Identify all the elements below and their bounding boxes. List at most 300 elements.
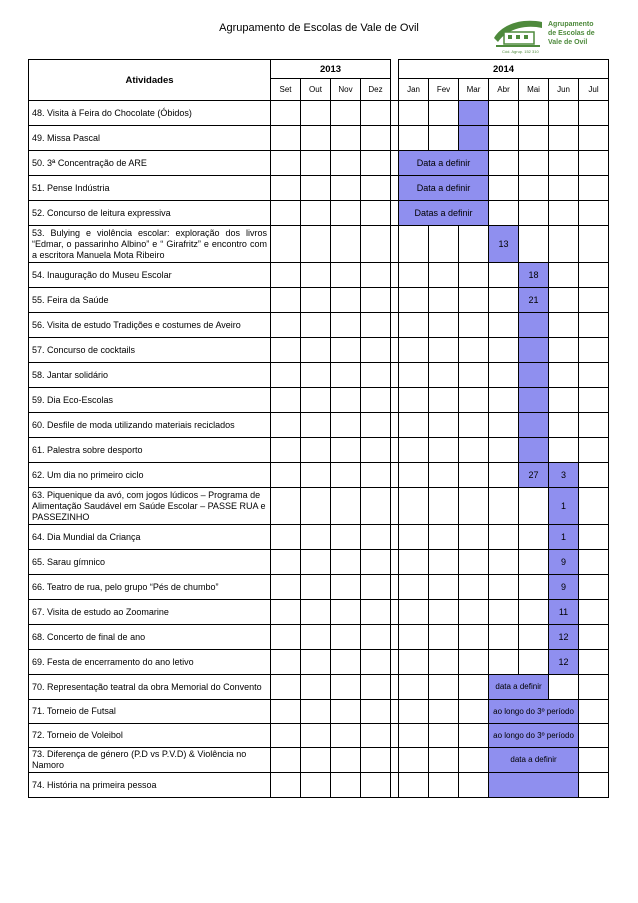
activity-label: 72. Torneio de Voleibol	[29, 724, 271, 748]
empty-cell	[331, 176, 361, 201]
empty-shade-cell	[489, 773, 579, 798]
empty-cell	[301, 748, 331, 773]
empty-cell	[361, 338, 391, 363]
activity-label: 55. Feira da Saúde	[29, 288, 271, 313]
date-span-cell: Data a definir	[399, 151, 489, 176]
empty-cell	[301, 700, 331, 724]
activity-label: 69. Festa de encerramento do ano letivo	[29, 650, 271, 675]
empty-cell	[489, 575, 519, 600]
date-cell-jun: 12	[549, 625, 579, 650]
year-gap-cell	[391, 413, 399, 438]
month-header-mar: Mar	[459, 79, 489, 101]
empty-cell	[399, 625, 429, 650]
empty-cell	[489, 176, 519, 201]
date-span-cell: ao longo do 3º período	[489, 724, 579, 748]
table-row	[29, 675, 609, 700]
year-gap-cell	[391, 625, 399, 650]
empty-cell	[519, 151, 549, 176]
empty-cell	[331, 650, 361, 675]
year-gap-cell	[391, 700, 399, 724]
page-title: Agrupamento de Escolas de Vale de Ovil	[219, 22, 419, 34]
empty-cell	[271, 338, 301, 363]
empty-cell	[301, 313, 331, 338]
empty-cell	[489, 313, 519, 338]
empty-cell	[429, 600, 459, 625]
empty-cell	[519, 525, 549, 550]
empty-cell	[361, 438, 391, 463]
empty-cell	[579, 650, 609, 675]
empty-cell	[489, 201, 519, 226]
empty-cell	[271, 773, 301, 798]
empty-cell	[579, 101, 609, 126]
empty-cell	[331, 151, 361, 176]
empty-cell	[429, 126, 459, 151]
table-row	[29, 748, 609, 773]
table-row	[29, 488, 609, 525]
empty-cell	[459, 724, 489, 748]
empty-cell	[549, 126, 579, 151]
empty-cell	[459, 625, 489, 650]
empty-cell	[331, 288, 361, 313]
empty-cell	[429, 575, 459, 600]
empty-cell	[519, 488, 549, 525]
activity-label: 51. Pense Indústria	[29, 176, 271, 201]
date-cell-abr: 13	[489, 226, 519, 263]
empty-cell	[459, 313, 489, 338]
table-row	[29, 625, 609, 650]
empty-cell	[459, 226, 489, 263]
empty-cell	[489, 388, 519, 413]
month-shade-cell	[519, 338, 549, 363]
empty-cell	[459, 600, 489, 625]
empty-cell	[579, 388, 609, 413]
date-span-cell: ao longo do 3º período	[489, 700, 579, 724]
empty-cell	[361, 600, 391, 625]
empty-cell	[459, 388, 489, 413]
empty-cell	[399, 773, 429, 798]
empty-cell	[489, 488, 519, 525]
empty-cell	[301, 463, 331, 488]
empty-cell	[399, 263, 429, 288]
empty-cell	[459, 773, 489, 798]
empty-cell	[429, 313, 459, 338]
year-gap-cell	[391, 463, 399, 488]
empty-cell	[271, 675, 301, 700]
logo-line-1: Agrupamento	[548, 21, 594, 28]
year-gap-cell	[391, 575, 399, 600]
activity-label: 52. Concurso de leitura expressiva	[29, 201, 271, 226]
empty-cell	[429, 700, 459, 724]
empty-cell	[399, 525, 429, 550]
empty-cell	[399, 488, 429, 525]
empty-cell	[429, 550, 459, 575]
empty-cell	[331, 550, 361, 575]
empty-cell	[489, 413, 519, 438]
empty-cell	[399, 675, 429, 700]
table-row	[29, 101, 609, 126]
table-row	[29, 575, 609, 600]
empty-cell	[429, 650, 459, 675]
empty-cell	[361, 201, 391, 226]
empty-cell	[429, 625, 459, 650]
empty-cell	[399, 101, 429, 126]
empty-cell	[301, 413, 331, 438]
empty-cell	[361, 463, 391, 488]
empty-cell	[331, 463, 361, 488]
empty-cell	[579, 525, 609, 550]
empty-cell	[361, 650, 391, 675]
empty-cell	[549, 201, 579, 226]
empty-cell	[519, 575, 549, 600]
empty-cell	[271, 488, 301, 525]
empty-cell	[549, 388, 579, 413]
month-header-abr: Abr	[489, 79, 519, 101]
empty-cell	[459, 748, 489, 773]
year-gap-cell	[391, 363, 399, 388]
table-row	[29, 413, 609, 438]
month-shade-cell	[519, 438, 549, 463]
activity-label: 50. 3ª Concentração de ARE	[29, 151, 271, 176]
year-gap-cell	[391, 338, 399, 363]
empty-cell	[429, 675, 459, 700]
empty-cell	[489, 600, 519, 625]
activity-label: 48. Visita à Feira do Chocolate (Óbidos)	[29, 101, 271, 126]
empty-cell	[579, 313, 609, 338]
month-shade-cell	[519, 313, 549, 338]
empty-cell	[271, 724, 301, 748]
empty-cell	[361, 724, 391, 748]
empty-cell	[549, 226, 579, 263]
empty-cell	[429, 388, 459, 413]
month-gap	[391, 79, 399, 101]
empty-cell	[301, 151, 331, 176]
empty-cell	[459, 263, 489, 288]
table-row	[29, 151, 609, 176]
empty-cell	[361, 176, 391, 201]
empty-cell	[301, 288, 331, 313]
empty-cell	[301, 650, 331, 675]
empty-cell	[579, 438, 609, 463]
activity-label: 64. Dia Mundial da Criança	[29, 525, 271, 550]
empty-cell	[579, 126, 609, 151]
month-header-jun: Jun	[549, 79, 579, 101]
empty-cell	[331, 625, 361, 650]
activity-label: 68. Concerto de final de ano	[29, 625, 271, 650]
logo-line-2: de Escolas de	[548, 30, 595, 37]
empty-cell	[579, 575, 609, 600]
empty-cell	[549, 338, 579, 363]
empty-cell	[459, 463, 489, 488]
empty-cell	[579, 463, 609, 488]
empty-cell	[459, 488, 489, 525]
empty-cell	[301, 101, 331, 126]
activity-label: 56. Visita de estudo Tradições e costumes de Aveiro	[29, 313, 271, 338]
activity-label: 70. Representação teatral da obra Memorial do Convento	[29, 675, 271, 700]
empty-cell	[361, 388, 391, 413]
activity-label: 58. Jantar solidário	[29, 363, 271, 388]
year-gap-cell	[391, 600, 399, 625]
empty-cell	[489, 126, 519, 151]
date-span-cell: data a definir	[489, 748, 579, 773]
month-shade-cell	[519, 413, 549, 438]
empty-cell	[361, 413, 391, 438]
empty-cell	[399, 600, 429, 625]
empty-cell	[271, 463, 301, 488]
empty-cell	[399, 338, 429, 363]
empty-cell	[579, 201, 609, 226]
empty-cell	[301, 675, 331, 700]
empty-cell	[301, 263, 331, 288]
activity-label: 53. Bulying e violência escolar: exploração dos livros “Edmar, o passarinho Albino” e “ Girafritz” e encontro com a escritora Manuela Mota Ribeiro	[29, 226, 271, 263]
table-row	[29, 773, 609, 798]
table-row	[29, 363, 609, 388]
empty-cell	[399, 748, 429, 773]
empty-cell	[361, 226, 391, 263]
empty-cell	[489, 288, 519, 313]
empty-cell	[331, 525, 361, 550]
empty-cell	[429, 413, 459, 438]
empty-cell	[301, 201, 331, 226]
empty-cell	[549, 313, 579, 338]
empty-cell	[519, 550, 549, 575]
empty-cell	[271, 101, 301, 126]
empty-cell	[271, 176, 301, 201]
table-row	[29, 226, 609, 263]
empty-cell	[399, 226, 429, 263]
empty-cell	[579, 625, 609, 650]
activity-label: 59. Dia Eco-Escolas	[29, 388, 271, 413]
empty-cell	[429, 263, 459, 288]
empty-cell	[489, 625, 519, 650]
empty-cell	[429, 488, 459, 525]
empty-cell	[459, 575, 489, 600]
activity-label: 62. Um dia no primeiro ciclo	[29, 463, 271, 488]
empty-cell	[301, 388, 331, 413]
empty-cell	[489, 650, 519, 675]
empty-cell	[519, 600, 549, 625]
empty-cell	[489, 550, 519, 575]
empty-cell	[271, 748, 301, 773]
empty-cell	[519, 226, 549, 263]
empty-cell	[271, 388, 301, 413]
empty-cell	[301, 126, 331, 151]
table-row	[29, 388, 609, 413]
activity-label: 57. Concurso de cocktails	[29, 338, 271, 363]
school-logo	[492, 14, 602, 54]
empty-cell	[331, 388, 361, 413]
month-shade-cell	[519, 363, 549, 388]
empty-cell	[549, 675, 579, 700]
empty-cell	[429, 363, 459, 388]
empty-cell	[331, 575, 361, 600]
table-row	[29, 201, 609, 226]
year-gap-cell	[391, 263, 399, 288]
empty-cell	[399, 700, 429, 724]
year-2013-header: 2013	[271, 60, 391, 79]
empty-cell	[331, 600, 361, 625]
date-cell-jun: 9	[549, 575, 579, 600]
empty-cell	[271, 363, 301, 388]
empty-cell	[579, 488, 609, 525]
empty-cell	[579, 748, 609, 773]
empty-cell	[301, 575, 331, 600]
empty-cell	[549, 151, 579, 176]
empty-cell	[271, 700, 301, 724]
month-header-fev: Fev	[429, 79, 459, 101]
empty-cell	[271, 625, 301, 650]
empty-cell	[579, 600, 609, 625]
empty-cell	[579, 773, 609, 798]
table-row	[29, 700, 609, 724]
empty-cell	[331, 226, 361, 263]
empty-cell	[361, 625, 391, 650]
empty-cell	[429, 288, 459, 313]
year-gap-cell	[391, 201, 399, 226]
empty-cell	[301, 724, 331, 748]
table-row	[29, 176, 609, 201]
empty-cell	[549, 288, 579, 313]
empty-cell	[331, 101, 361, 126]
year-gap-cell	[391, 288, 399, 313]
empty-cell	[301, 550, 331, 575]
activity-label: 60. Desfile de moda utilizando materiais reciclados	[29, 413, 271, 438]
empty-cell	[361, 288, 391, 313]
empty-cell	[271, 288, 301, 313]
empty-cell	[549, 413, 579, 438]
table-row	[29, 313, 609, 338]
empty-cell	[399, 650, 429, 675]
empty-cell	[271, 438, 301, 463]
empty-cell	[301, 525, 331, 550]
month-header-dez: Dez	[361, 79, 391, 101]
empty-cell	[429, 773, 459, 798]
empty-cell	[549, 363, 579, 388]
empty-cell	[429, 226, 459, 263]
month-shade-cell	[519, 388, 549, 413]
year-gap-cell	[391, 176, 399, 201]
year-gap-cell	[391, 550, 399, 575]
empty-cell	[399, 313, 429, 338]
year-gap-cell	[391, 773, 399, 798]
empty-cell	[519, 101, 549, 126]
empty-cell	[549, 438, 579, 463]
empty-cell	[271, 600, 301, 625]
table-row	[29, 525, 609, 550]
empty-cell	[579, 338, 609, 363]
empty-cell	[361, 263, 391, 288]
date-cell-jun: 9	[549, 550, 579, 575]
empty-cell	[519, 650, 549, 675]
empty-cell	[459, 288, 489, 313]
empty-cell	[489, 263, 519, 288]
date-cell-mai: 21	[519, 288, 549, 313]
empty-cell	[361, 773, 391, 798]
empty-cell	[549, 263, 579, 288]
empty-cell	[331, 700, 361, 724]
empty-cell	[399, 413, 429, 438]
empty-cell	[361, 313, 391, 338]
year-gap-cell	[391, 313, 399, 338]
empty-cell	[579, 550, 609, 575]
empty-cell	[489, 101, 519, 126]
empty-cell	[271, 413, 301, 438]
month-header-out: Out	[301, 79, 331, 101]
year-gap-cell	[391, 675, 399, 700]
empty-cell	[271, 550, 301, 575]
empty-cell	[429, 463, 459, 488]
empty-cell	[459, 413, 489, 438]
empty-cell	[579, 724, 609, 748]
empty-cell	[579, 226, 609, 263]
empty-cell	[399, 463, 429, 488]
empty-cell	[489, 463, 519, 488]
date-cell-jun: 11	[549, 600, 579, 625]
activity-label: 74. História na primeira pessoa	[29, 773, 271, 798]
month-header-nov: Nov	[331, 79, 361, 101]
empty-cell	[361, 488, 391, 525]
empty-cell	[429, 101, 459, 126]
empty-cell	[301, 600, 331, 625]
empty-cell	[331, 675, 361, 700]
empty-cell	[399, 550, 429, 575]
year-gap-cell	[391, 650, 399, 675]
empty-cell	[301, 438, 331, 463]
empty-cell	[429, 438, 459, 463]
date-span-cell: Datas a definir	[399, 201, 489, 226]
empty-cell	[429, 525, 459, 550]
logo-code: Cód. Agrup. 152 310	[502, 49, 539, 54]
date-cell-mai: 18	[519, 263, 549, 288]
empty-cell	[459, 525, 489, 550]
activity-label: 71. Torneio de Futsal	[29, 700, 271, 724]
date-cell-jun: 1	[549, 525, 579, 550]
activities-header: Atividades	[29, 60, 271, 101]
empty-cell	[271, 575, 301, 600]
activity-label: 61. Palestra sobre desporto	[29, 438, 271, 463]
month-shade-cell	[459, 101, 489, 126]
empty-cell	[489, 338, 519, 363]
empty-cell	[489, 438, 519, 463]
empty-cell	[331, 126, 361, 151]
empty-cell	[301, 226, 331, 263]
empty-cell	[429, 748, 459, 773]
empty-cell	[301, 625, 331, 650]
activity-label: 67. Visita de estudo ao Zoomarine	[29, 600, 271, 625]
table-row	[29, 126, 609, 151]
empty-cell	[399, 126, 429, 151]
empty-cell	[301, 488, 331, 525]
empty-cell	[549, 101, 579, 126]
activity-label: 49. Missa Pascal	[29, 126, 271, 151]
empty-cell	[549, 176, 579, 201]
empty-cell	[331, 488, 361, 525]
empty-cell	[399, 288, 429, 313]
empty-cell	[489, 363, 519, 388]
table-row	[29, 550, 609, 575]
empty-cell	[579, 151, 609, 176]
year-gap-cell	[391, 488, 399, 525]
empty-cell	[361, 126, 391, 151]
year-gap-cell	[391, 438, 399, 463]
empty-cell	[459, 338, 489, 363]
empty-cell	[459, 550, 489, 575]
year-gap	[391, 60, 399, 79]
empty-cell	[271, 263, 301, 288]
year-gap-cell	[391, 724, 399, 748]
empty-cell	[331, 263, 361, 288]
empty-cell	[579, 675, 609, 700]
empty-cell	[361, 575, 391, 600]
